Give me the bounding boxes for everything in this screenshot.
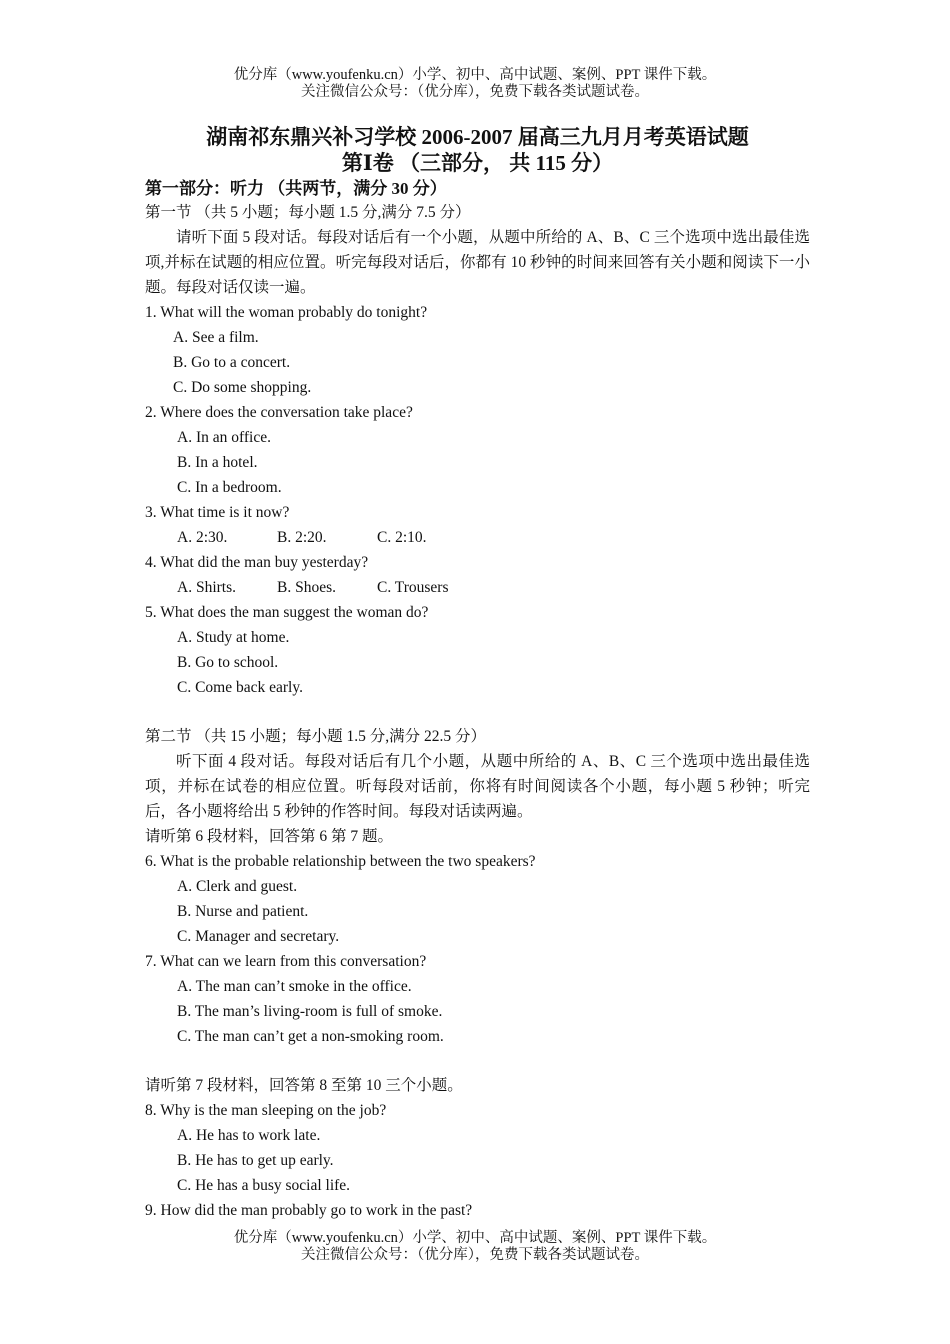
footer-line-2: 关注微信公众号：（优分库），免费下载各类试题试卷。: [301, 1247, 649, 1263]
header-line-2: 关注微信公众号：（优分库），免费下载各类试题试卷。: [301, 84, 649, 100]
question-5: 5. What does the man suggest the woman do?: [145, 604, 429, 621]
q5-option-b: B. Go to school.: [177, 654, 279, 671]
q5-option-a: A. Study at home.: [177, 629, 290, 646]
part1-heading: 第一部分：听力 （共两节，满分 30 分）: [145, 179, 447, 198]
question-9: 9. How did the man probably go to work in the past?: [145, 1202, 473, 1219]
q2-option-b: B. In a hotel.: [177, 454, 258, 471]
q8-option-a: A. He has to work late.: [177, 1127, 321, 1144]
page-footer: [0, 1230, 950, 1264]
q7-option-a: A. The man can’t smoke in the office.: [177, 978, 412, 995]
header-line-1: 优分库（www.youfenku.cn）小学、初中、高中试题、案例、PPT 课件下载。: [233, 67, 717, 83]
exam-title: 湖南祁东鼎兴补习学校 2006-2007 届高三九月月考英语试题: [206, 125, 749, 149]
q2-option-a: A. In an office.: [177, 429, 271, 446]
section2-instructions: 听下面 4 段对话。每段对话后有几个小题，从题中所给的 A、B、C 三个选项中选出最佳选项，并标在试卷的相应位置。听每段对话前，你将有时间阅读各个小题，每小题 5 秒钟；听完后，各小题将给出 5 秒钟的作答时间。每段对话读两遍。: [145, 753, 810, 820]
footer-line-1: 优分库（www.youfenku.cn）小学、初中、高中试题、案例、PPT 课件下载。: [233, 1230, 717, 1246]
q4-option-c: C. Trousers: [377, 579, 449, 596]
material-7-note: 请听第 7 段材料，回答第 8 至第 10 三个小题。: [145, 1077, 463, 1094]
question-1: 1. What will the woman probably do tonight?: [145, 304, 428, 321]
q1-option-a: A. See a film.: [173, 329, 259, 346]
q3-option-c: C. 2:10.: [377, 529, 427, 546]
exam-subtitle: 第Ⅰ卷 （三部分， 共 115 分）: [341, 151, 614, 175]
q6-option-a: A. Clerk and guest.: [177, 878, 298, 895]
q3-option-a: A. 2:30.: [177, 529, 228, 546]
q3-option-b: B. 2:20.: [277, 529, 327, 546]
q8-option-c: C. He has a busy social life.: [177, 1177, 351, 1194]
q6-option-b: B. Nurse and patient.: [177, 903, 309, 920]
q1-option-c: C. Do some shopping.: [173, 379, 312, 396]
question-6: 6. What is the probable relationship between the two speakers?: [145, 853, 536, 870]
q5-option-c: C. Come back early.: [177, 679, 303, 696]
q8-option-b: B. He has to get up early.: [177, 1152, 334, 1169]
q4-option-a: A. Shirts.: [177, 579, 236, 596]
spacer: [145, 1049, 810, 1073]
question-4: 4. What did the man buy yesterday?: [145, 554, 369, 571]
question-7: 7. What can we learn from this conversation?: [145, 953, 427, 970]
q7-option-b: B. The man’s living-room is full of smoke.: [177, 1003, 443, 1020]
q6-option-c: C. Manager and secretary.: [177, 928, 340, 945]
q3-options: [145, 525, 810, 550]
section1-instructions: 请听下面 5 段对话。每段对话后有一个小题，从题中所给的 A、B、C 三个选项中选出最佳选项,并标在试题的相应位置。听完每段对话后，你都有 10 秒钟的时间来回答有关小题和阅读下一小题。每段对话仅读一遍。: [145, 229, 810, 296]
section2-heading: 第二节 （共 15 小题；每小题 1.5 分,满分 22.5 分）: [145, 728, 487, 745]
q4-options: [145, 575, 810, 600]
material-6-note: 请听第 6 段材料，回答第 6 第 7 题。: [145, 828, 394, 845]
question-2: 2. Where does the conversation take place?: [145, 404, 413, 421]
q2-option-c: C. In a bedroom.: [177, 479, 282, 496]
q4-option-b: B. Shoes.: [277, 579, 336, 596]
question-3: 3. What time is it now?: [145, 504, 290, 521]
spacer: [145, 700, 810, 724]
q1-option-b: B. Go to a concert.: [173, 354, 291, 371]
q7-option-c: C. The man can’t get a non-smoking room.: [177, 1028, 444, 1045]
page-header: [0, 67, 950, 101]
question-8: 8. Why is the man sleeping on the job?: [145, 1102, 387, 1119]
section1-heading: 第一节 （共 5 小题；每小题 1.5 分,满分 7.5 分）: [145, 204, 471, 221]
exam-content: [145, 124, 810, 1223]
